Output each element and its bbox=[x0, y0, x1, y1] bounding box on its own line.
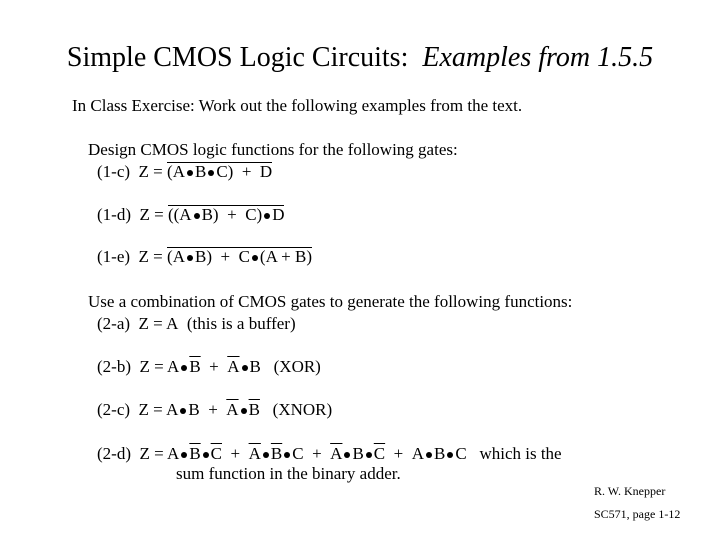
title-main: Simple CMOS Logic Circuits: bbox=[66, 42, 409, 73]
section2-heading: Use a combination of CMOS gates to generate the following functions: bbox=[88, 292, 573, 311]
and-dot bbox=[187, 255, 193, 261]
eq-2d-lhs: Z = bbox=[139, 444, 164, 463]
eq-1d-label: (1-d) bbox=[97, 205, 131, 224]
eq-2b-lhs: Z = bbox=[139, 357, 164, 376]
and-dot bbox=[252, 255, 258, 261]
eq-1d bbox=[97, 205, 284, 225]
eq-2c: (2-c) Z = A $B + \overline{A}$ $\overline{B}$ (XNOR) bbox=[97, 400, 333, 419]
eq-2a-lhs: Z = bbox=[138, 314, 163, 333]
eq-2d-label: (2-d) bbox=[97, 444, 131, 463]
and-dot bbox=[187, 170, 193, 176]
and-dot bbox=[242, 365, 248, 371]
intro-line: In Class Exercise: Work out the following examples from the text. bbox=[72, 96, 523, 115]
title-emphasis: Examples from 1.5.5 bbox=[422, 42, 654, 73]
eq-1c-lhs: Z = bbox=[138, 162, 163, 181]
eq-1c bbox=[97, 162, 272, 182]
eq-2a bbox=[97, 314, 296, 334]
eq-2b-label: (2-b) bbox=[97, 357, 131, 376]
slide-title bbox=[0, 42, 720, 74]
eq-2d: (2-d) Z = A $\overline{B}$ $\overline{C} + \overline{A}$ $\overline{B}$ $C + \overline{A}$ B $\overline{C} + A$ B C which is the bbox=[97, 444, 562, 463]
eq-1e-negated-term: (A B) + C (A + B) bbox=[167, 247, 313, 266]
and-dot bbox=[180, 408, 186, 414]
eq-2c-lhs: Z = bbox=[138, 400, 163, 419]
page-number: SC571, page 1-12 bbox=[594, 507, 681, 521]
eq-1e-label: (1-e) bbox=[97, 247, 131, 266]
eq-2a-label: (2-a) bbox=[97, 314, 131, 333]
author-credit: R. W. Knepper bbox=[594, 484, 666, 498]
eq-2a-var: A bbox=[166, 314, 179, 333]
and-dot bbox=[194, 213, 200, 219]
eq-1d-lhs: Z = bbox=[139, 205, 164, 224]
eq-2c-label: (2-c) bbox=[97, 400, 131, 419]
eq-2d-tail: which is the bbox=[479, 444, 562, 463]
eq-1c-negated-term: (A B C) + D bbox=[167, 162, 273, 181]
and-dot bbox=[241, 408, 247, 414]
eq-2b: (2-b) Z = A $\overline{B} + \overline{A}$ B (XOR) bbox=[97, 357, 321, 376]
and-dot bbox=[208, 170, 214, 176]
eq-1e-lhs: Z = bbox=[138, 247, 163, 266]
eq-2b-note: (XOR) bbox=[273, 357, 321, 376]
and-dot bbox=[181, 365, 187, 371]
eq-1d-negated-term: ((A B) + C) D bbox=[167, 205, 285, 224]
eq-1c-label: (1-c) bbox=[97, 162, 131, 181]
eq-1e bbox=[97, 247, 312, 267]
and-dot bbox=[264, 213, 270, 219]
eq-2c-note: (XNOR) bbox=[272, 400, 333, 419]
eq-2a-note: (this is a buffer) bbox=[186, 314, 296, 333]
eq-2d-continuation: sum function in the binary adder. bbox=[176, 464, 401, 483]
section1-heading: Design CMOS logic functions for the following gates: bbox=[88, 140, 458, 159]
